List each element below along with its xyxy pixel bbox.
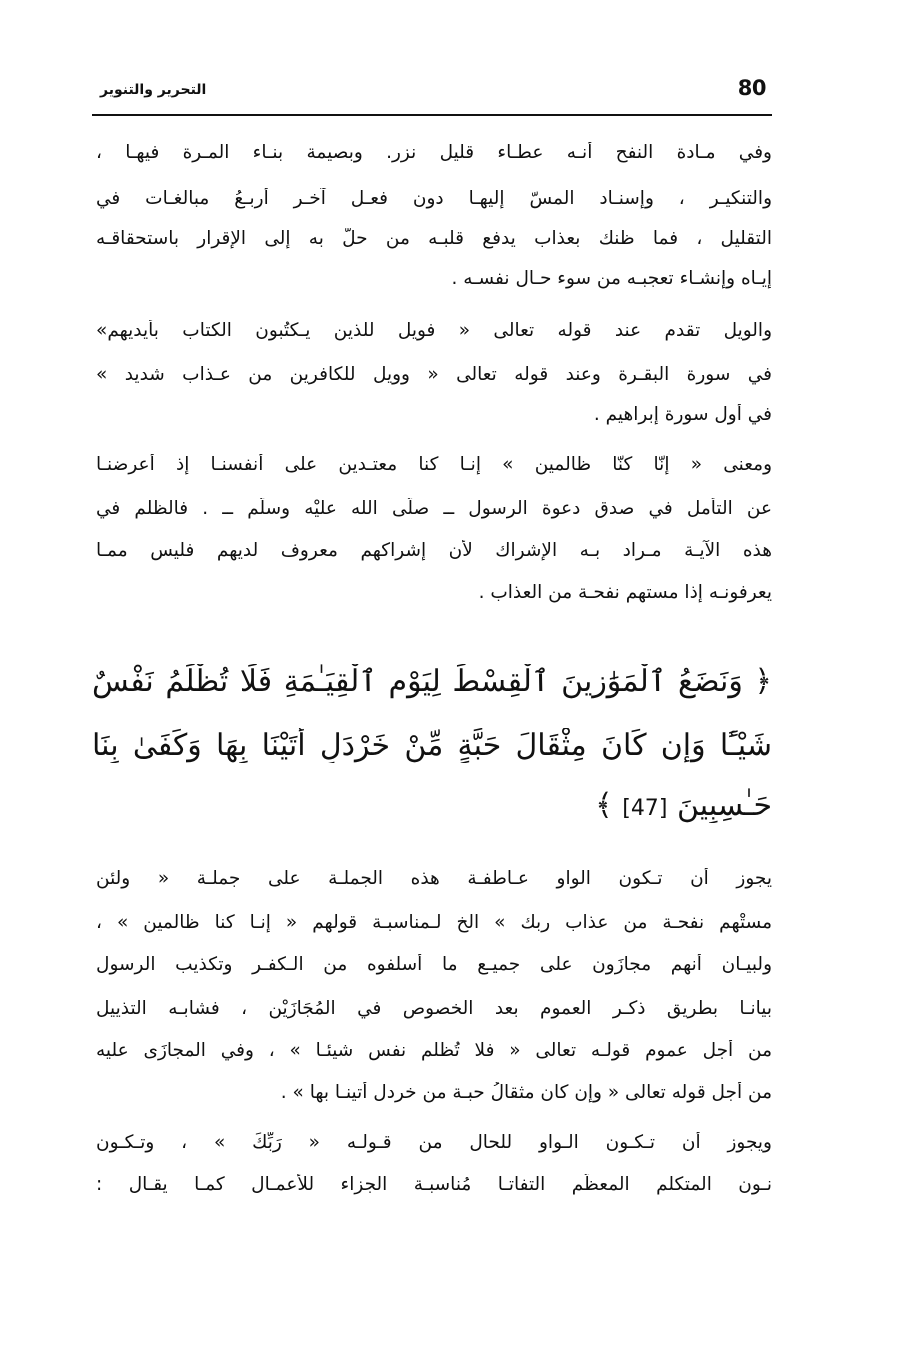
paragraph-3-line: هذه الآيـة مـراد بـه الإشراك لأن إشراكهم معروف لديهم فليس ممـا	[96, 540, 772, 561]
paragraph-4-line: من أجل عموم قولـه تعالى « فلا تُظلم نفس شيئـا » ، وفي المجازَى عليه	[96, 1040, 772, 1061]
paragraph-3-line: عن التأمل في صدق دعوة الرسول ــ صلّى الله عليْه وسلّم ــ . فالظلم في	[96, 498, 772, 519]
paragraph-4-line: ولبيـان أنهم مجازَون على جميـع ما أسلفوه من الـكفـر وتكذيب الرسول	[96, 954, 772, 975]
paragraph-4-line: يجوز أن تـكون الواو عـاطفـة هذه الجملـة على جملـة « ولئن	[96, 868, 772, 889]
quran-verse-line: ﴿ وَنَضَعُ ٱلْمَوَٰزِينَ ٱلْقِسْطَ لِيَوْمِ ٱلْقِيَـٰمَةِ فَلَا تُظْلَمُ نَفْسٌ	[92, 664, 772, 699]
paragraph-1-line: إيـاه وإنشـاء تعجبـه من سوء حـال نفسـه .	[451, 268, 772, 289]
quran-verse-line: شَيْـًٔا وَإِن كَانَ مِثْقَالَ حَبَّةٍ مِّنْ خَرْدَلٍ أَتَيْنَا بِهَا وَكَفَىٰ بِنَا	[92, 728, 772, 763]
verse-number: [47]	[622, 796, 668, 821]
verse-closing-bracket: ﴾	[595, 788, 613, 823]
paragraph-1-line: وفي مـادة النفح أنـه عطـاء قليل نزر. وبصيمة بنـاء المـرة فيهـا ،	[96, 142, 772, 163]
paragraph-3-line: يعرفونـه إذا مستهم نفحـة من العذاب .	[478, 582, 772, 603]
paragraph-1-line: والتنكيـر ، وإسنـاد المسّ إليهـا دون فعـل آخـر أربـعُ مبالغـات في	[96, 188, 772, 209]
paragraph-2-line: والويل تقدم عند قوله تعالى « فويل للذين يـكتُبون الكتاب بأيديهم»	[96, 320, 772, 341]
paragraph-3-line: ومعنى « إنّا كنّا ظالمين » إنـا كنا معتـدين على أنفسنـا إذ أعرضنـا	[96, 454, 772, 475]
paragraph-1-line: التقليل ، فما ظنك بعذاب يدفع قلبـه من حلّ به إلى الإقرار باستحقاقـه	[96, 228, 772, 249]
paragraph-5-line: نـون المتكلم المعظّم التفاتـا مُناسبـة الجزاء للأعمـال كمـا يقـال :	[96, 1174, 772, 1195]
quran-verse-last-line	[92, 788, 772, 823]
page-header	[92, 76, 772, 110]
paragraph-4-line: بيانـا بطريق ذكـر العموم بعد الخصوص في المُجَازَيْن ، فشابـه التذييل	[96, 998, 772, 1019]
paragraph-2-line: في أول سورة إبراهيم .	[593, 404, 772, 425]
paragraph-5-line: ويجوز أن تـكـون الـواو للحال من قـولـه « رَبِّكَ » ، وتـكـون	[96, 1132, 772, 1153]
header-divider	[92, 114, 772, 116]
paragraph-2-line: في سورة البقـرة وعند قوله تعالى « وويل للكافرين من عـذاب شديد »	[96, 364, 772, 385]
quran-verse-last-word: حَـٰسِبِينَ	[676, 788, 772, 823]
page-number: 80	[737, 76, 766, 100]
running-title: التحرير والتنوير	[100, 82, 207, 98]
paragraph-4-line: من أجل قوله تعالى « وإن كان مثقالُ حبـة من خردل أتينـا بها » .	[280, 1082, 772, 1103]
paragraph-4-line: مستْهم نفحـة من عذاب ربك » الخ لـمناسبـة قولهم « إنـا كنا ظالمين » ،	[96, 912, 772, 933]
